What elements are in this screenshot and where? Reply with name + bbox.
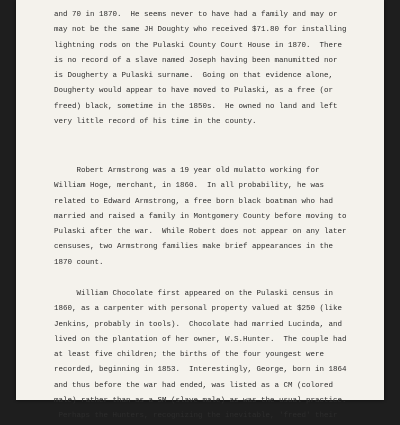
- paragraph-armstrong: [54, 164, 372, 271]
- paragraph-chocolate: [54, 287, 372, 425]
- text-line: male) rather than as a SM (slave male) as was the usual practice.: [54, 397, 347, 406]
- paragraph-dougherty: [54, 8, 372, 130]
- text-line: 1870 count.: [54, 258, 104, 267]
- text-line: Pulaski after the war. While Robert does not appear on any later: [54, 228, 347, 237]
- text-line: at least five children; the births of the four youngest were: [54, 351, 325, 360]
- text-line: Perhaps the Hunters, recognizing the inevitable, 'freed' their: [54, 412, 338, 421]
- text-line: and thus before the war had ended, was listed as a CM (colored: [54, 381, 334, 390]
- text-line: is Dougherty a Pulaski surname. Going on that evidence alone,: [54, 72, 334, 81]
- text-line: related to Edward Armstrong, a free born black boatman who had: [54, 197, 334, 206]
- text-line: is no record of a slave named Joseph having been manumitted nor: [54, 56, 338, 65]
- text-line: may not be the same JH Doughty who received $71.80 for installing: [54, 26, 347, 35]
- text-line: William Chocolate first appeared on the Pulaski census in: [54, 290, 334, 298]
- text-line: very little record of his time in the county.: [54, 118, 257, 127]
- text-line: 1860, as a carpenter with personal property valued at $250 (like: [54, 305, 343, 314]
- text-line: Robert Armstrong was a 19 year old mulatto working for: [54, 167, 320, 175]
- text-line: and 70 in 1870. He seems never to have had a family and may or: [54, 11, 338, 19]
- text-line: Jenkins, probably in tools). Chocolate had married Lucinda, and: [54, 320, 343, 329]
- document-page: [16, 0, 384, 421]
- text-line: Dougherty would appear to have moved to Pulaski, as a free (or: [54, 87, 334, 96]
- text-line: lived on the plantation of her owner, W.S.Hunter. The couple had: [54, 335, 347, 344]
- text-line: married and raised a family in Montgomery County before moving to: [54, 212, 347, 221]
- text-line: censuses, two Armstrong families make brief appearances in the: [54, 243, 334, 252]
- text-line: recorded, beginning in 1853. Interestingly, George, born in 1864: [54, 366, 347, 375]
- text-line: freed) black, sometime in the 1850s. He owned no land and left: [54, 102, 338, 111]
- text-line: William Hoge, merchant, in 1860. In all probability, he was: [54, 182, 325, 191]
- text-line: lightning rods on the Pulaski County Court House in 1870. There: [54, 41, 343, 50]
